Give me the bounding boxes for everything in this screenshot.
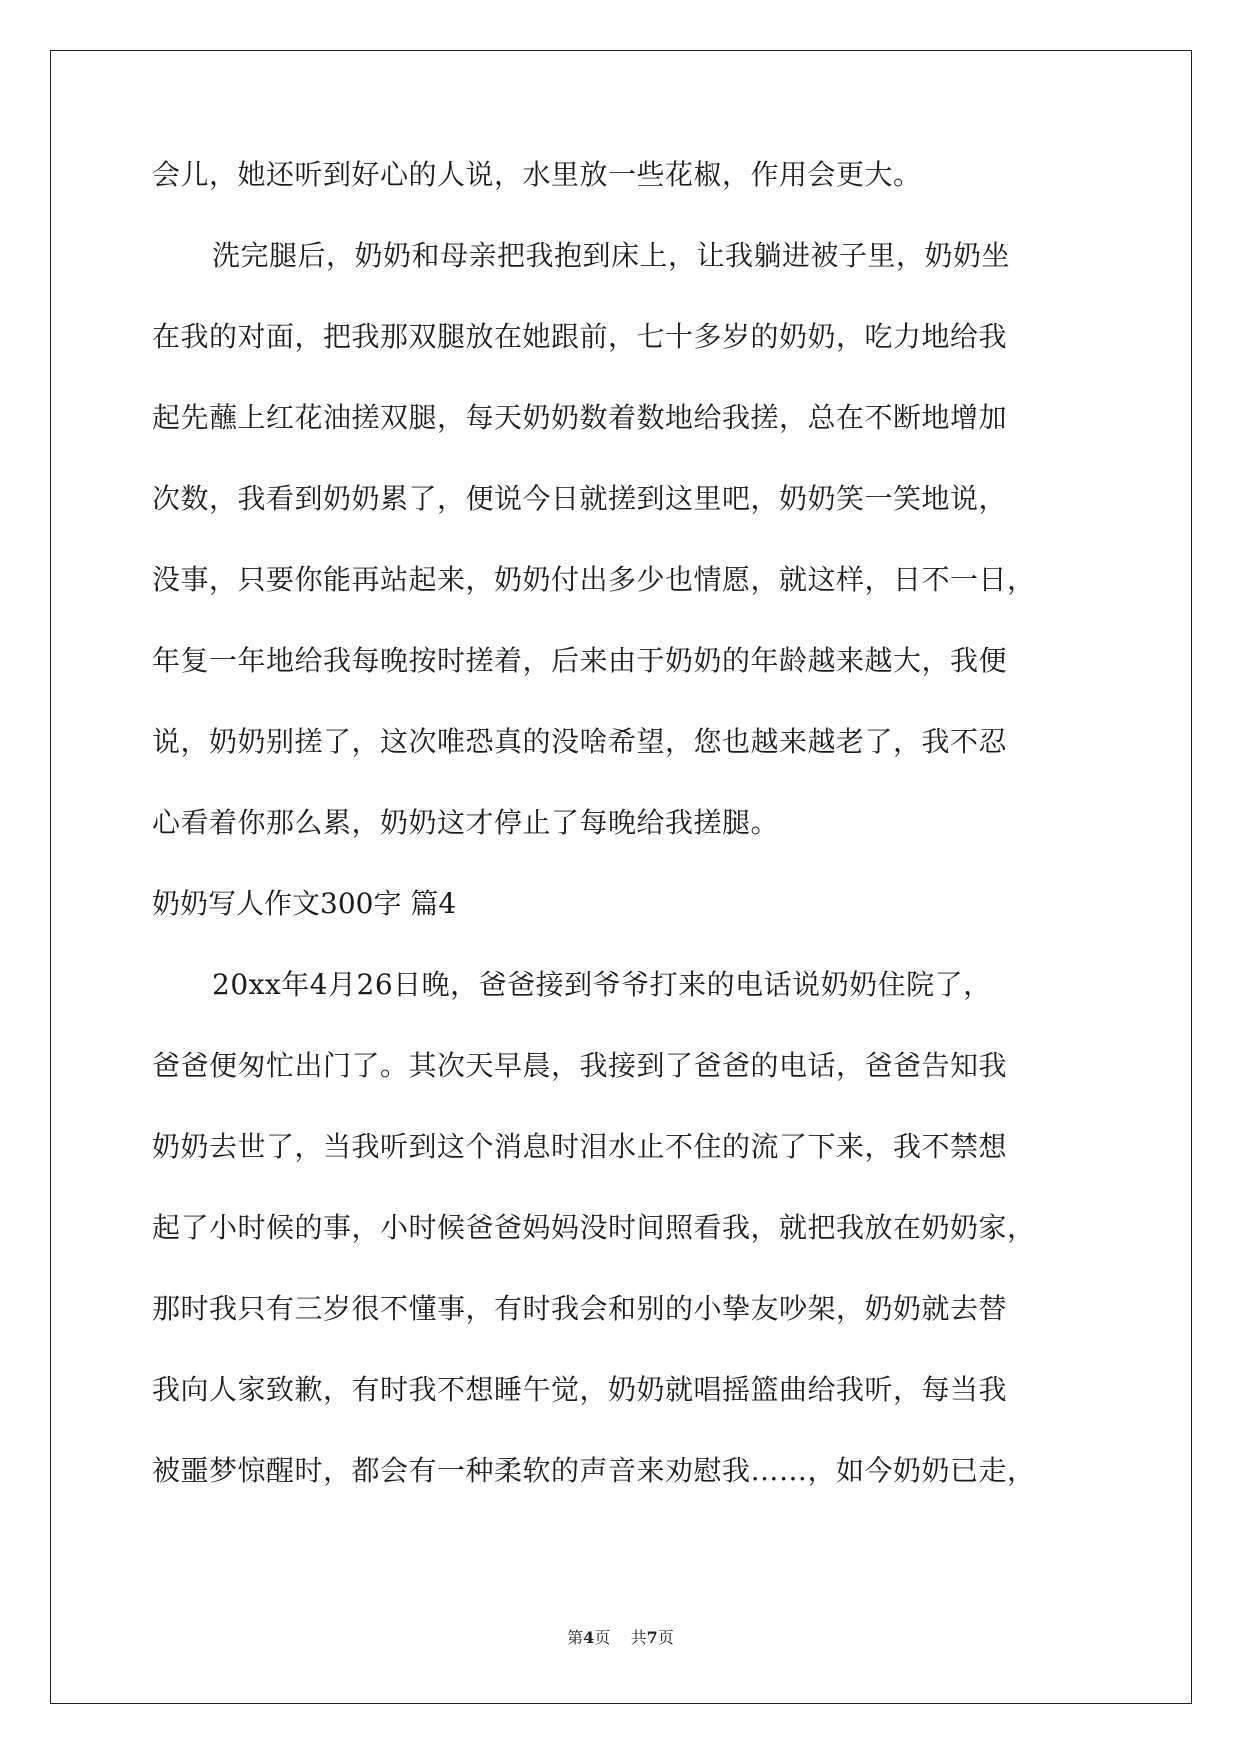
- text-line: 没事，只要你能再站起来，奶奶付出多少也情愿，就这样，日不一日，: [152, 563, 1036, 596]
- text-line: 被噩梦惊醒时，都会有一种柔软的声音来劝慰我……，如今奶奶已走，: [152, 1454, 1036, 1487]
- text-line: 起了小时候的事，小时候爸爸妈妈没时间照看我，就把我放在奶奶家，: [152, 1211, 1036, 1244]
- text-line: 洗完腿后，奶奶和母亲把我抱到床上，让我躺进被子里，奶奶坐: [212, 239, 1011, 272]
- text-line: 起先蘸上红花油搓双腿，每天奶奶数着数地给我搓，总在不断地增加: [152, 401, 1008, 434]
- text-line: 20xx年4月26日晚，爸爸接到爷爷打来的电话说奶奶住院了，: [212, 968, 992, 1001]
- footer-suffix: 页: [657, 1628, 674, 1647]
- text-line: 年复一年地给我每晚按时搓着，后来由于奶奶的年龄越来越大，我便: [152, 644, 1008, 677]
- text-line: 那时我只有三岁很不懂事，有时我会和别的小挚友吵架，奶奶就去替: [152, 1292, 1008, 1325]
- text-line: 说，奶奶别搓了，这次唯恐真的没啥希望，您也越来越老了，我不忍: [152, 725, 1008, 758]
- text-line: 会儿，她还听到好心的人说，水里放一些花椒，作用会更大。: [152, 158, 922, 191]
- footer-middle: 页 共: [594, 1628, 647, 1647]
- total-pages-number: 7: [646, 1628, 658, 1647]
- text-line: 爸爸便匆忙出门了。其次天早晨，我接到了爸爸的电话，爸爸告知我: [152, 1049, 1008, 1082]
- text-line: 心看着你那么累，奶奶这才停止了每晚给我搓腿。: [152, 806, 780, 839]
- document-body: [152, 160, 1097, 1537]
- text-line: 在我的对面，把我那双腿放在她跟前，七十多岁的奶奶，吃力地给我: [152, 320, 1008, 353]
- text-line: 我向人家致歉，有时我不想睡午觉，奶奶就唱摇篮曲给我听，每当我: [152, 1373, 1008, 1406]
- text-line: 次数，我看到奶奶累了，便说今日就搓到这里吧，奶奶笑一笑地说，: [152, 482, 1008, 515]
- footer-prefix: 第: [567, 1628, 584, 1647]
- current-page-number: 4: [583, 1628, 595, 1647]
- text-line: 奶奶去世了，当我听到这个消息时泪水止不住的流了下来，我不禁想: [152, 1130, 1008, 1163]
- page-footer: [0, 1625, 1241, 1648]
- section-heading: 奶奶写人作文300字 篇4: [152, 887, 457, 920]
